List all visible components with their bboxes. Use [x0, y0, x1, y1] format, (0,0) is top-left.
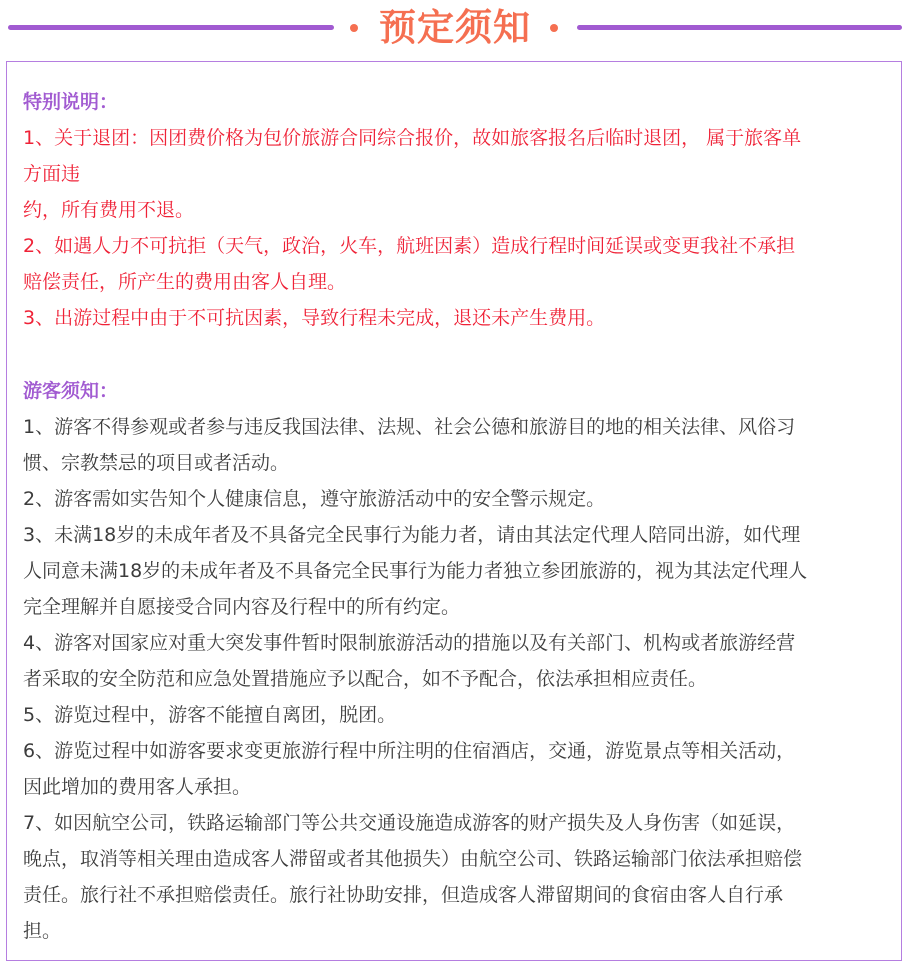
guest-note-line: 3、未满18岁的未成年者及不具备完全民事行为能力者，请由其法定代理人陪同出游，如代理: [23, 524, 801, 546]
header-dot-right: [550, 24, 558, 32]
special-note-line: 方面违: [23, 163, 81, 185]
guest-note-line: 4、游客对国家应对重大突发事件暂时限制旅游活动的措施以及有关部门、机构或者旅游经营: [23, 632, 796, 654]
guest-note-line: 者采取的安全防范和应急处置措施应予以配合，如不予配合，依法承担相应责任。: [23, 668, 708, 690]
section-header: [0, 0, 911, 60]
special-note-line: 2、如遇人力不可抗拒（天气，政治，火车，航班因素）造成行程时间延误或变更我社不承担: [23, 235, 796, 257]
header-divider-right: [577, 25, 902, 30]
header-divider-left: [8, 25, 334, 30]
special-note-line: 约，所有费用不退。: [23, 199, 195, 221]
special-notes-section: [23, 84, 885, 336]
guest-note-line: 晚点，取消等相关理由造成客人滞留或者其他损失）由航空公司、铁路运输部门依法承担赔偿: [23, 848, 803, 870]
page-title: 预定须知: [379, 6, 531, 49]
guest-note-line: 因此增加的费用客人承担。: [23, 776, 252, 798]
special-note-line: 3、出游过程中由于不可抗因素，导致行程未完成，退还未产生费用。: [23, 307, 606, 329]
section-spacer: [23, 336, 885, 373]
special-notes-heading: 特别说明：: [23, 91, 119, 113]
guest-note-line: 责任。旅行社不承担赔偿责任。旅行社协助安排，但造成客人滞留期间的食宿由客人自行承: [23, 884, 784, 906]
guest-note-line: 7、如因航空公司，铁路运输部门等公共交通设施造成游客的财产损失及人身伤害（如延误，: [23, 812, 796, 834]
guest-note-line: 5、游览过程中，游客不能擅自离团，脱团。: [23, 704, 397, 726]
guest-note-line: 1、游客不得参观或者参与违反我国法律、法规、社会公德和旅游目的地的相关法律、风俗习: [23, 416, 796, 438]
guest-note-line: 惯、宗教禁忌的项目或者活动。: [23, 452, 290, 474]
guest-note-line: 完全理解并自愿接受合同内容及行程中的所有约定。: [23, 596, 461, 618]
special-note-line: 1、关于退团：因团费价格为包价旅游合同综合报价，故如旅客报名后临时退团， 属于旅客单: [23, 127, 802, 149]
guest-notes-heading: 游客须知：: [23, 380, 119, 402]
special-note-line: 赔偿责任，所产生的费用由客人自理。: [23, 271, 347, 293]
guest-note-line: 人同意未满18岁的未成年者及不具备完全民事行为能力者独立参团旅游的，视为其法定代理人: [23, 560, 808, 582]
header-dot-left: [350, 24, 358, 32]
guest-note-line: 担。: [23, 920, 62, 942]
guest-note-line: 6、游览过程中如游客要求变更旅游行程中所注明的住宿酒店，交通，游览景点等相关活动，: [23, 740, 796, 762]
guest-notes-section: [23, 373, 885, 949]
guest-note-line: 2、游客需如实告知个人健康信息，遵守旅游活动中的安全警示规定。: [23, 488, 606, 510]
notice-content: [23, 84, 885, 949]
